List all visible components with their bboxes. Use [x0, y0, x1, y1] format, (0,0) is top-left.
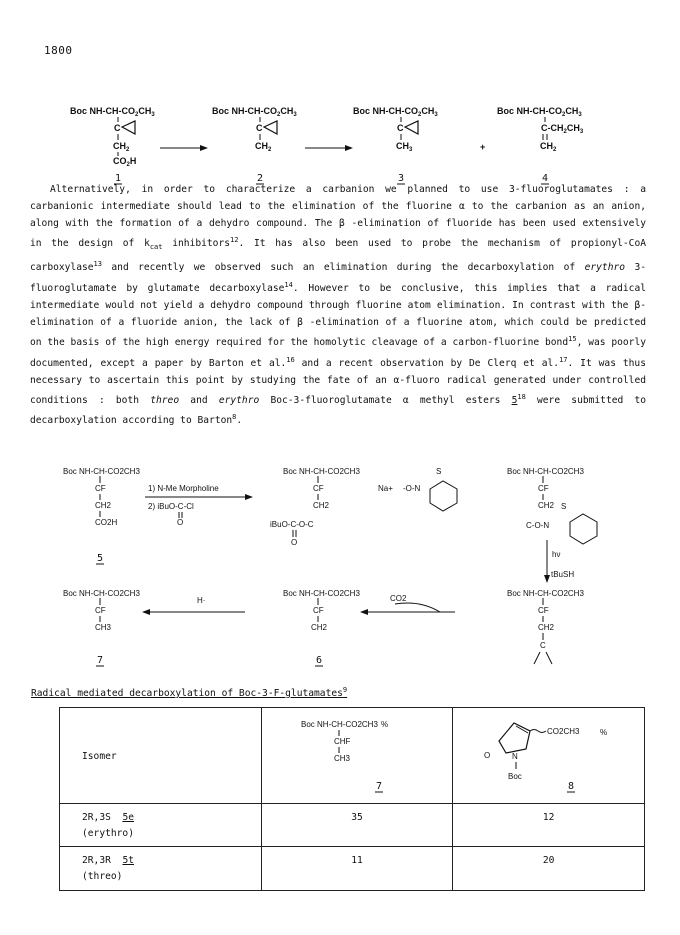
- svg-text:CH2: $CH_2$: [113, 141, 130, 153]
- page-number: 1800: [44, 44, 73, 57]
- svg-text:CH2: CH2: [313, 501, 330, 510]
- svg-text:Boc NH-CH-CO2CH3: Boc NH-CH-CO2CH3: [283, 467, 360, 476]
- svg-text:3: 3: [398, 173, 405, 184]
- svg-text:Boc NH-CH-CO2CH3: Boc $NH-CH-CO_2CH_3$: [70, 106, 155, 118]
- svg-text:O: O: [484, 751, 491, 760]
- svg-text:Boc NH-CH-CO2CH3: Boc NH-CH-CO2CH3: [63, 467, 140, 476]
- svg-text:CH2: CH2: [95, 501, 112, 510]
- svg-text:CH2: $CH_2$: [540, 141, 557, 153]
- svg-text:C-O-N: C-O-N: [526, 521, 550, 530]
- compound-2: [212, 106, 297, 184]
- svg-text:Boc NH-CH-CO2CH3: Boc NH-CH-CO2CH3: [507, 467, 584, 476]
- svg-text:CH2: $CH_2$: [255, 141, 272, 153]
- svg-text:Boc: Boc: [508, 772, 523, 781]
- compound-7-structure: [263, 709, 430, 799]
- svg-text:CO2H: CO2H: [95, 518, 118, 527]
- svg-text:-O-N: -O-N: [403, 484, 421, 493]
- results-table: [59, 707, 645, 891]
- svg-text:+: +: [480, 142, 486, 152]
- svg-text:CHF: CHF: [333, 737, 351, 746]
- compound-8-structure: [454, 709, 621, 799]
- svg-text:S: S: [436, 467, 442, 476]
- svg-text:Boc NH-CH-CO2CH3: Boc NH-CH-CO2CH3: [507, 589, 584, 598]
- svg-text:C: C: [397, 123, 404, 133]
- svg-text:CH2: CH2: [538, 623, 555, 632]
- table-caption: Radical mediated decarboxylation of Boc-3-F-glutamates$^9$: [31, 686, 348, 700]
- svg-text:CO2: CO2: [390, 594, 407, 603]
- svg-text:5: 5: [97, 553, 104, 564]
- table-row: 2R,3R 5t (threo) 11 20: [60, 847, 645, 891]
- svg-text:C-CH2CH3: $C-CH_2CH_3$: [541, 123, 584, 135]
- svg-text:Boc NH-CH-CO2CH3: Boc NH-CH-CO2CH3: [300, 720, 378, 729]
- svg-text:CH3: $CH_3$: [396, 141, 413, 153]
- svg-text:CO2CH3: CO2CH3: [547, 727, 580, 736]
- compound-1: [70, 106, 155, 184]
- svg-text:1: 1: [115, 173, 122, 184]
- svg-text:CF: CF: [538, 484, 549, 493]
- svg-text:N: N: [512, 752, 519, 761]
- svg-text:CH3: CH3: [95, 623, 112, 632]
- svg-text:2: 2: [257, 173, 264, 184]
- svg-text:CF: CF: [538, 606, 549, 615]
- svg-text:C: C: [256, 123, 263, 133]
- svg-text:CH2: CH2: [538, 501, 555, 510]
- svg-text:CO2H: $CO_2H$: [113, 156, 137, 168]
- header-compound-7: [261, 708, 453, 804]
- svg-text:Boc NH-CH-CO2CH3: Boc NH-CH-CO2CH3: [283, 589, 360, 598]
- svg-text:Na+: Na+: [378, 484, 393, 493]
- reaction-scheme-2: [63, 467, 597, 666]
- svg-text:C: C: [114, 123, 121, 133]
- svg-text:O: O: [177, 518, 184, 527]
- svg-text:hν: hν: [552, 550, 561, 559]
- svg-text:O: O: [291, 538, 298, 547]
- svg-text:C: C: [540, 641, 546, 650]
- table-header-row: [60, 708, 645, 804]
- svg-text:CF: CF: [313, 606, 324, 615]
- svg-text:S: S: [561, 502, 567, 511]
- svg-text:7: 7: [97, 655, 104, 666]
- svg-text:%: %: [600, 728, 608, 737]
- svg-text:6: 6: [316, 655, 323, 666]
- svg-text:2) iBuO-C-Cl: 2) iBuO-C-Cl: [148, 502, 194, 511]
- table-row: 2R,3S 5e (erythro) 35 12: [60, 804, 645, 847]
- compound-3: [353, 106, 438, 184]
- compound-4: [497, 106, 584, 184]
- svg-text:4: 4: [542, 173, 549, 184]
- svg-text:H·: H·: [197, 596, 206, 605]
- svg-text:tBuSH: tBuSH: [551, 570, 575, 579]
- svg-text:CH3: CH3: [333, 754, 350, 763]
- svg-text:iBuO-C-O-C: iBuO-C-O-C: [270, 520, 314, 529]
- svg-text:7: 7: [375, 781, 382, 792]
- header-compound-8: [453, 708, 645, 804]
- svg-text:Boc NH-CH-CO2CH3: Boc $NH-CH-CO_2CH_3$: [497, 106, 582, 118]
- svg-text:%: %: [380, 720, 388, 729]
- svg-text:CH2: CH2: [311, 623, 328, 632]
- svg-text:Boc NH-CH-CO2CH3: Boc NH-CH-CO2CH3: [63, 589, 140, 598]
- svg-text:CF: CF: [95, 484, 106, 493]
- svg-text:CF: CF: [95, 606, 106, 615]
- svg-text:Boc NH-CH-CO2CH3: Boc $NH-CH-CO_2CH_3$: [353, 106, 438, 118]
- svg-text:Boc NH-CH-CO2CH3: Boc $NH-CH-CO_2CH_3$: [212, 106, 297, 118]
- svg-text:CF: CF: [313, 484, 324, 493]
- header-isomer: Isomer: [60, 708, 262, 804]
- svg-text:1) N-Me Morpholine: 1) N-Me Morpholine: [148, 484, 219, 493]
- body-paragraph: Alternatively, in order to characterize a carbanion we planned to use 3-fluoroglutamates : a carbanionic intermediate should lead to the elimination of the fluorine α to the carbanion as an anion, along with the formation of a dehydro compound. The β -elimination of fluoride has been used extensively in the design of $k_{cat}$ inhibitors$^{12}$. It has also been used to probe the mechanism of propionyl-CoA carboxylase$^{13}$ and recently we observed such an elimination during the decarboxylation of erythro 3-fluoroglutamate by glutamate decarboxylase$^{14}$. However to be conclusive, this implies that a radical intermediate would not yield a dehydro compound through fluorine atom elimination. In contrast with the β-elimination of a fluoride anion, the lack of β -elimination of a fluorine atom, which could be predicted on the basis of the high energy required for the homolytic cleavage of a carbon-fluorine bond$^{15}$, was poorly documented, except a paper by Barton et al.$^{16}$ and a recent observation by De Clerq et al.$^{17}$. It was thus necessary to ascertain this point by studying the fate of an α-fluoro radical generated under controlled conditions : both threo and erythro Boc-3-fluoroglutamate α methyl esters $5^{18}$ were submitted to decarboxylation according to Barton$^8$.: [30, 184, 647, 427]
- svg-text:8: 8: [568, 781, 575, 792]
